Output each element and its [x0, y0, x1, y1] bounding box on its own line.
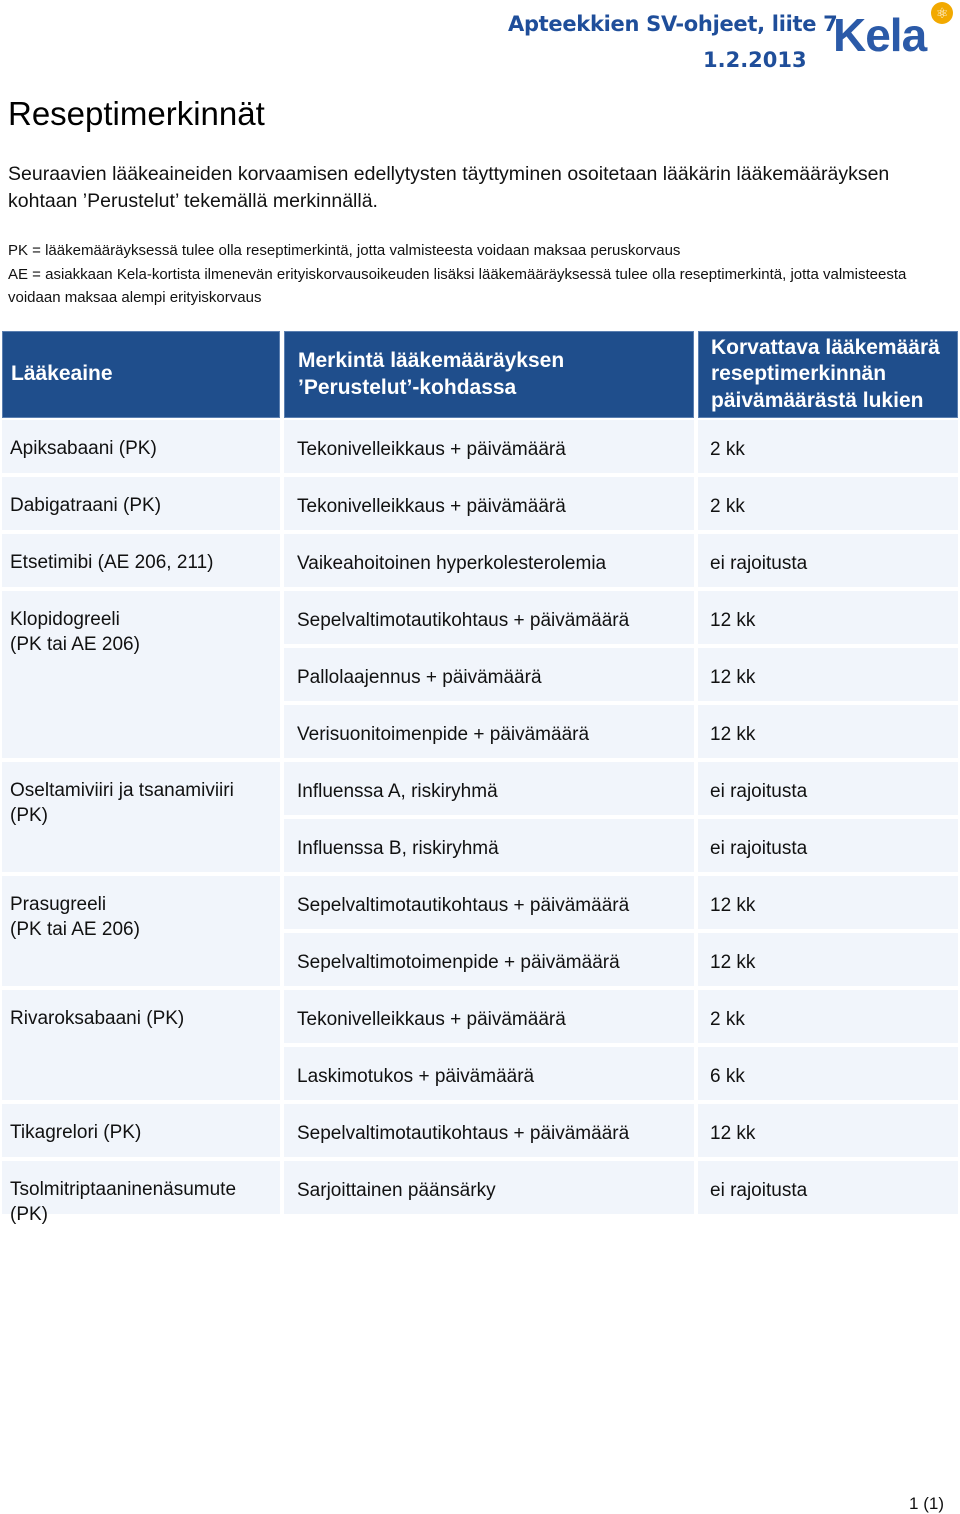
amount-cell [698, 648, 958, 701]
logo-text: Kela [833, 9, 927, 61]
amount-cell [698, 876, 958, 929]
amount-text: 6 kk [710, 1066, 745, 1087]
drug-name: (PK tai AE 206) [10, 919, 140, 940]
amount-text: 12 kk [710, 724, 756, 745]
entry-text: Sepelvaltimotautikohtaus + päivämäärä [297, 895, 630, 916]
entry-text: Tekonivelleikkaus + päivämäärä [297, 1009, 566, 1030]
drug-name: Tikagrelori (PK) [10, 1122, 142, 1143]
header-drug-label: Lääkeaine [11, 362, 113, 386]
doc-date: 1.2.2013 [703, 48, 807, 72]
drug-name: Apiksabaani (PK) [10, 438, 157, 459]
entry-text: Sepelvaltimotautikohtaus + päivämäärä [297, 1123, 630, 1144]
amount-cell [698, 990, 958, 1043]
amount-cell [698, 477, 958, 530]
drug-name: Dabigatraani (PK) [10, 495, 162, 516]
logo-mark-icon: ⚛ [931, 2, 953, 24]
drug-cell [2, 876, 280, 986]
entry-text: Sarjoittainen päänsärky [297, 1180, 496, 1201]
entry-text: Tekonivelleikkaus + päivämäärä [297, 439, 566, 460]
entry-cell [284, 591, 694, 644]
amount-cell [698, 591, 958, 644]
amount-text: 12 kk [710, 895, 756, 916]
amount-text: 12 kk [710, 1123, 756, 1144]
drug-cell [2, 420, 280, 473]
definition-ae: AE = asiakkaan Kela-kortista ilmenevän erityiskorvausoikeuden lisäksi lääkemääräyksessä tulee olla reseptimerkintä, jotta valmisteesta voidaan maksaa alempi erityiskorvaus [8, 265, 907, 306]
drug-cell [2, 990, 280, 1100]
drug-cell [2, 1104, 280, 1157]
entry-text: Laskimotukos + päivämäärä [297, 1066, 535, 1087]
page-title: Reseptimerkinnät [8, 95, 265, 132]
drug-name: Rivaroksabaani (PK) [10, 1008, 185, 1029]
amount-text: 12 kk [710, 610, 756, 631]
entry-cell [284, 933, 694, 986]
entry-text: Verisuonitoimenpide + päivämäärä [297, 724, 590, 745]
header-amount [698, 331, 958, 418]
intro-text: Seuraavien lääkeaineiden korvaamisen edellytysten täyttyminen osoitetaan lääkärin lääkemääräyksen kohtaan ’Perustelut’ tekemällä merkinnällä. [8, 163, 890, 212]
page-number: 1 (1) [909, 1494, 944, 1513]
amount-text: ei rajoitusta [710, 553, 808, 574]
amount-text: 2 kk [710, 1009, 745, 1030]
header-drug [2, 331, 280, 418]
amount-cell [698, 705, 958, 758]
drug-cell [2, 1161, 280, 1225]
entry-cell [284, 420, 694, 473]
doc-reference: Apteekkien SV-ohjeet, liite 7 [508, 12, 838, 36]
amount-cell [698, 1161, 958, 1214]
drug-name: (PK) [10, 1204, 48, 1225]
entry-cell [284, 762, 694, 815]
entry-text: Influenssa B, riskiryhmä [297, 838, 499, 859]
entry-text: Vaikeahoitoinen hyperkolesterolemia [297, 553, 607, 574]
entry-cell [284, 990, 694, 1043]
amount-cell [698, 819, 958, 872]
drug-cell [2, 534, 280, 587]
entry-cell [284, 648, 694, 701]
drug-name: (PK) [10, 805, 48, 826]
entry-cell [284, 1047, 694, 1100]
entry-text: Sepelvaltimotoimenpide + päivämäärä [297, 952, 620, 973]
amount-text: 2 kk [710, 496, 745, 517]
header-amount-label: Korvattava lääkemäärä reseptimerkinnän päivämäärästä lukien [711, 335, 940, 412]
amount-text: ei rajoitusta [710, 781, 808, 802]
drug-name: (PK tai AE 206) [10, 634, 140, 655]
entry-cell [284, 819, 694, 872]
entry-text: Sepelvaltimotautikohtaus + päivämäärä [297, 610, 630, 631]
drug-name: Tsolmitriptaaninenäsumute [10, 1179, 237, 1200]
entry-cell [284, 705, 694, 758]
amount-cell [698, 762, 958, 815]
amount-cell [698, 1104, 958, 1157]
drug-name: Klopidogreeli [10, 609, 120, 630]
entry-text: Influenssa A, riskiryhmä [297, 781, 498, 802]
drug-name: Etsetimibi (AE 206, 211) [10, 552, 214, 573]
amount-text: 2 kk [710, 439, 745, 460]
drug-name: Prasugreeli [10, 894, 107, 915]
drug-cell [2, 477, 280, 530]
amount-cell [698, 933, 958, 986]
definition-pk: PK = lääkemääräyksessä tulee olla reseptimerkintä, jotta valmisteesta voidaan maksaa peruskorvaus [8, 242, 681, 259]
amount-text: ei rajoitusta [710, 838, 808, 859]
drug-name: Oseltamiviiri ja tsanamiviiri [10, 780, 234, 801]
entry-text: Tekonivelleikkaus + päivämäärä [297, 496, 566, 517]
drug-cell [2, 591, 280, 758]
header-entry [284, 331, 694, 418]
drug-cell [2, 762, 280, 872]
entry-cell [284, 477, 694, 530]
amount-cell [698, 420, 958, 473]
amount-text: ei rajoitusta [710, 1180, 808, 1201]
amount-cell [698, 1047, 958, 1100]
amount-text: 12 kk [710, 952, 756, 973]
amount-cell [698, 534, 958, 587]
entry-text: Pallolaajennus + päivämäärä [297, 667, 542, 688]
entry-cell [284, 1104, 694, 1157]
header-entry-label: Merkintä lääkemääräyksen ’Perustelut’-kohdassa [298, 349, 565, 399]
entry-cell [284, 876, 694, 929]
entry-cell [284, 1161, 694, 1214]
entry-cell [284, 534, 694, 587]
amount-text: 12 kk [710, 667, 756, 688]
